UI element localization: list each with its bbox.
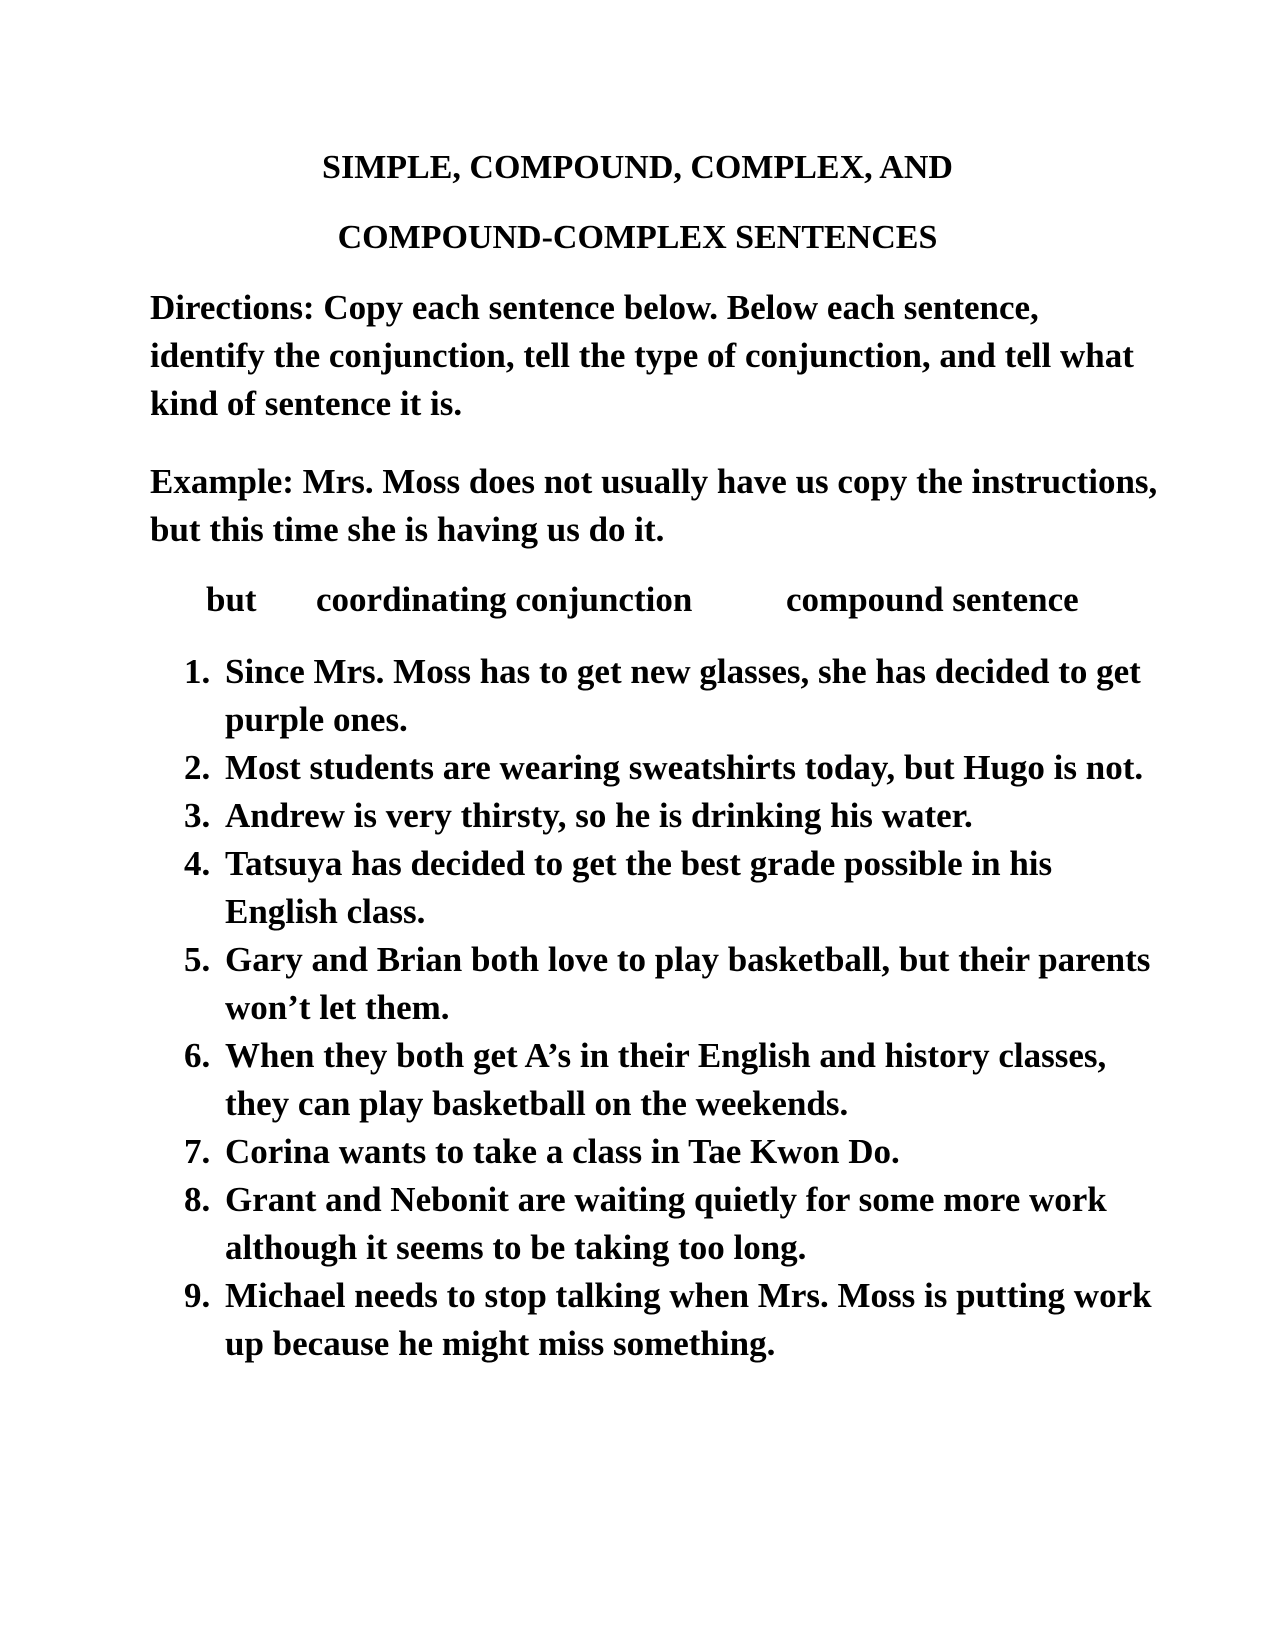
list-item-number: 2. (184, 748, 211, 787)
list-item-text: Michael needs to stop talking when Mrs. Moss is putting work up because he might miss something. (225, 1276, 1152, 1363)
list-item-number: 7. (184, 1132, 211, 1171)
list-item (150, 648, 1160, 744)
list-item-number: 5. (184, 940, 211, 979)
example-paragraph: Example: Mrs. Moss does not usually have us copy the instructions, but this time she is having us do it. (150, 462, 1158, 549)
list-item (150, 1176, 1160, 1272)
list-item-number: 1. (184, 652, 211, 691)
list-item (150, 1032, 1160, 1128)
title-line-2: COMPOUND-COMPLEX SENTENCES (337, 219, 938, 256)
example-conjunction: but (206, 580, 257, 619)
list-item-text: Most students are wearing sweatshirts today, but Hugo is not. (225, 748, 1144, 787)
list-item (150, 1272, 1160, 1368)
list-item-number: 6. (184, 1036, 211, 1075)
list-item (150, 744, 1160, 792)
list-item-text: Corina wants to take a class in Tae Kwon Do. (225, 1132, 900, 1171)
title-line-1: SIMPLE, COMPOUND, COMPLEX, AND (322, 149, 953, 186)
sentence-list (150, 648, 1160, 1368)
example-conjunction-type: coordinating conjunction (316, 580, 693, 619)
list-item (150, 840, 1160, 936)
directions-paragraph: Directions: Copy each sentence below. Below each sentence, identify the conjunction, tell the type of conjunction, and tell what kind of sentence it is. (150, 288, 1134, 423)
list-item (150, 936, 1160, 1032)
list-item-text: Grant and Nebonit are waiting quietly for some more work although it seems to be taking too long. (225, 1180, 1107, 1267)
list-item-number: 3. (184, 796, 211, 835)
list-item-text: Tatsuya has decided to get the best grade possible in his English class. (225, 844, 1053, 931)
list-item-text: When they both get A’s in their English and history classes, they can play basketball on the weekends. (225, 1036, 1107, 1123)
list-item (150, 1128, 1160, 1176)
example-answer-row (0, 578, 1275, 622)
list-item-number: 8. (184, 1180, 211, 1219)
list-item (150, 792, 1160, 840)
list-item-text: Since Mrs. Moss has to get new glasses, she has decided to get purple ones. (225, 652, 1141, 739)
example-sentence-kind: compound sentence (786, 580, 1079, 619)
list-item-number: 4. (184, 844, 211, 883)
list-item-number: 9. (184, 1276, 211, 1315)
list-item-text: Andrew is very thirsty, so he is drinking his water. (225, 796, 973, 835)
list-item-text: Gary and Brian both love to play basketball, but their parents won’t let them. (225, 940, 1151, 1027)
